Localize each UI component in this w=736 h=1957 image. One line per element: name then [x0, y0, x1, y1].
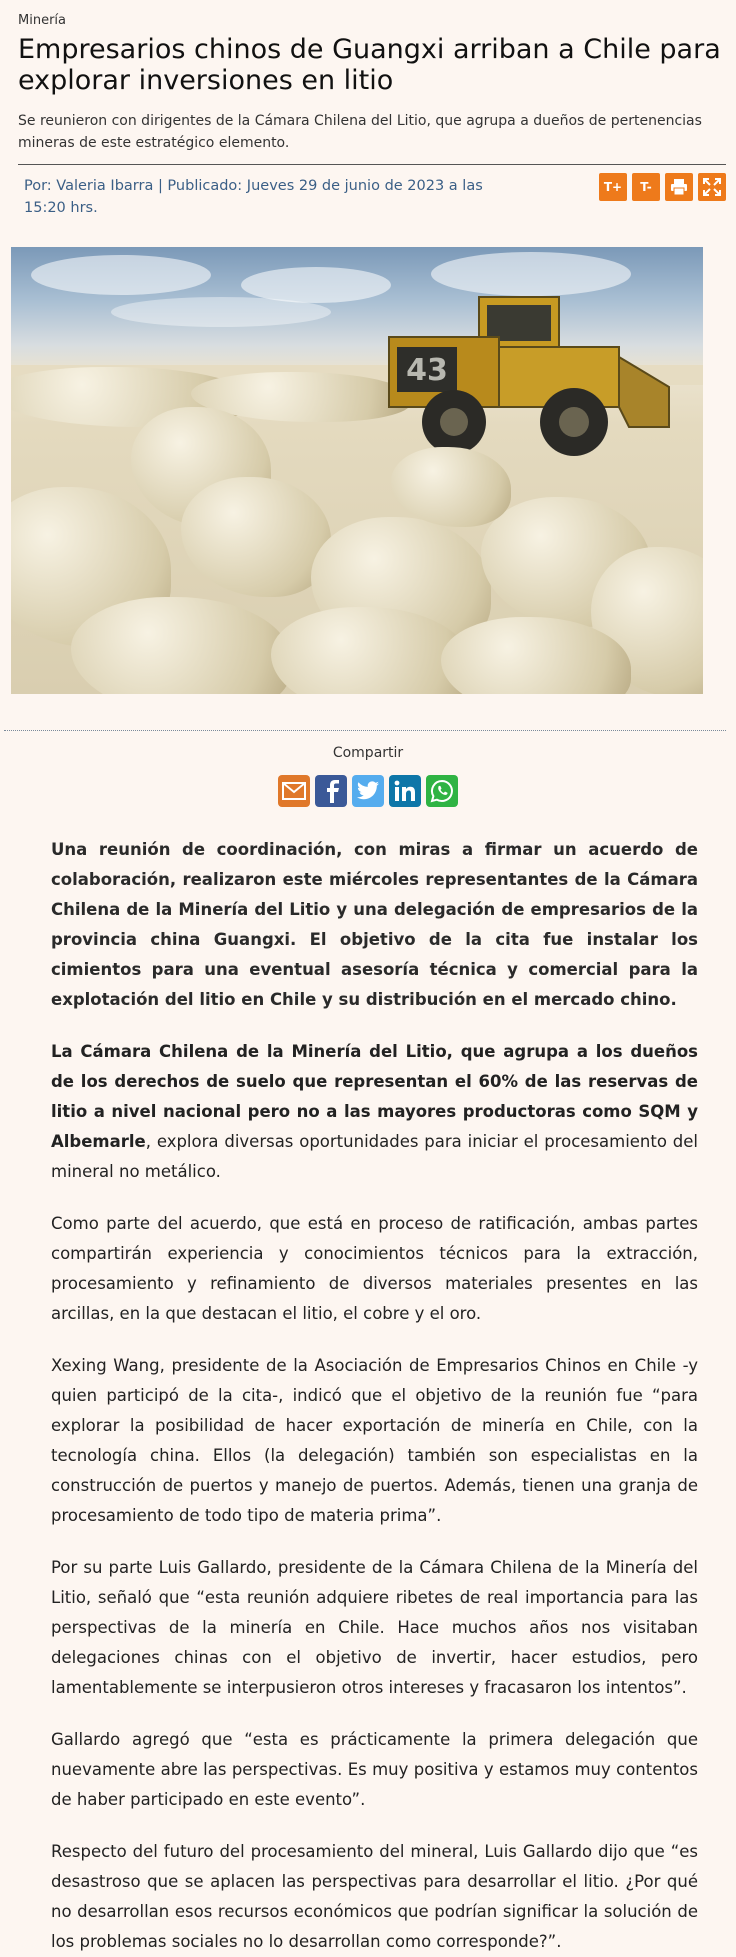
article-paragraph — [51, 1037, 698, 1187]
share-divider — [4, 730, 726, 731]
share-linkedin-button[interactable] — [389, 775, 421, 807]
loader-number: 43 — [406, 353, 448, 388]
wheel-loader-illustration — [379, 277, 679, 457]
article-body — [0, 835, 736, 1957]
share-email-button[interactable] — [278, 775, 310, 807]
printer-icon — [670, 178, 688, 196]
article-paragraph: Una reunión de coordinación, con miras a firmar un acuerdo de colaboración, realizaron este miércoles representantes de la Cámara Chilena de la Minería del Litio y una delegación de empresarios de la provincia china Guangxi. El objetivo de la cita fue instalar los cimientos para una eventual asesoría técnica y comercial para la explotación del litio en Chile y su distribución en el mercado chino. — [51, 840, 698, 1009]
facebook-icon — [321, 779, 341, 803]
twitter-icon — [356, 781, 380, 801]
fullscreen-button[interactable] — [698, 173, 726, 201]
article-paragraph: Xexing Wang, presidente de la Asociación de Empresarios Chinos en Chile -y quien participó de la cita-, indicó que el objetivo de la reunión fue “para explorar la posibilidad de hacer exportación de minería en Chile, con la tecnología china. Ellos (la delegación) también son especialistas en la construcción de puertos y manejo de puertos. Además, tienen una granja de procesamiento de todo tipo de materia prima”. — [51, 1356, 698, 1525]
article-paragraph: Por su parte Luis Gallardo, presidente de la Cámara Chilena de la Minería del Litio, señaló que “esta reunión adquiere ribetes de real importancia para las perspectivas de la minería en Chile. Hace muchos años nos visitaban delegaciones chinas con el objetivo de invertir, hacer estudios, pero lamentablemente se interpusieron otros intereses y fracasaron los intentos”. — [51, 1558, 698, 1697]
paragraph-bold-lead: La Cámara Chilena de la Minería del Litio, que agrupa a los dueños de los derechos de suelo que representan el 60% de las reservas de litio a nivel nacional pero no a las mayores productoras como SQM y Albemarle — [51, 1042, 698, 1151]
article-paragraph: Como parte del acuerdo, que está en proceso de ratificación, ambas partes compartirán experiencia y conocimientos técnicos para la extracción, procesamiento y refinamiento de diversos materiales presentes en las arcillas, en la que destacan el litio, el cobre y el oro. — [51, 1214, 698, 1323]
article-tools — [599, 173, 726, 201]
article-paragraph: Respecto del futuro del procesamiento del mineral, Luis Gallardo dijo que “es desastroso que se aplacen las perspectivas para desarrollar el litio. ¿Por qué no desarrollan esos recursos económicos que podrían significar la solución de los problemas sociales no lo desarrollan como corresponde?”. — [51, 1842, 698, 1951]
header-divider — [18, 164, 726, 165]
font-increase-button[interactable]: T+ — [599, 173, 627, 201]
share-whatsapp-button[interactable] — [426, 775, 458, 807]
article-header — [0, 0, 736, 219]
share-buttons — [0, 775, 736, 807]
byline: Por: Valeria Ibarra | Publicado: Jueves 29 de junio de 2023 a las 15:20 hrs. — [24, 178, 483, 216]
share-facebook-button[interactable] — [315, 775, 347, 807]
font-decrease-button[interactable]: T- — [632, 173, 660, 201]
meta-row — [18, 173, 726, 219]
share-twitter-button[interactable] — [352, 775, 384, 807]
article-photo — [11, 247, 703, 694]
print-button[interactable] — [665, 173, 693, 201]
linkedin-icon — [394, 780, 416, 802]
article-subtitle: Se reunieron con dirigentes de la Cámara Chilena del Litio, que agrupa a dueños de pertenencias mineras de este estratégico elemento. — [18, 113, 702, 151]
article-paragraph: Gallardo agregó que “esta es prácticamente la primera delegación que nuevamente abre las perspectivas. Es muy positiva y estamos muy contentos de haber participado en este evento”. — [51, 1730, 698, 1809]
section-category[interactable]: Minería — [18, 13, 66, 28]
paragraph-rest: , explora diversas oportunidades para iniciar el procesamiento del mineral no metálico. — [51, 1132, 698, 1181]
whatsapp-icon — [430, 779, 454, 803]
expand-icon — [703, 178, 721, 196]
share-label: Compartir — [332, 745, 404, 761]
email-icon — [282, 782, 306, 800]
article-headline: Empresarios chinos de Guangxi arriban a Chile para explorar inversiones en litio — [18, 34, 721, 96]
